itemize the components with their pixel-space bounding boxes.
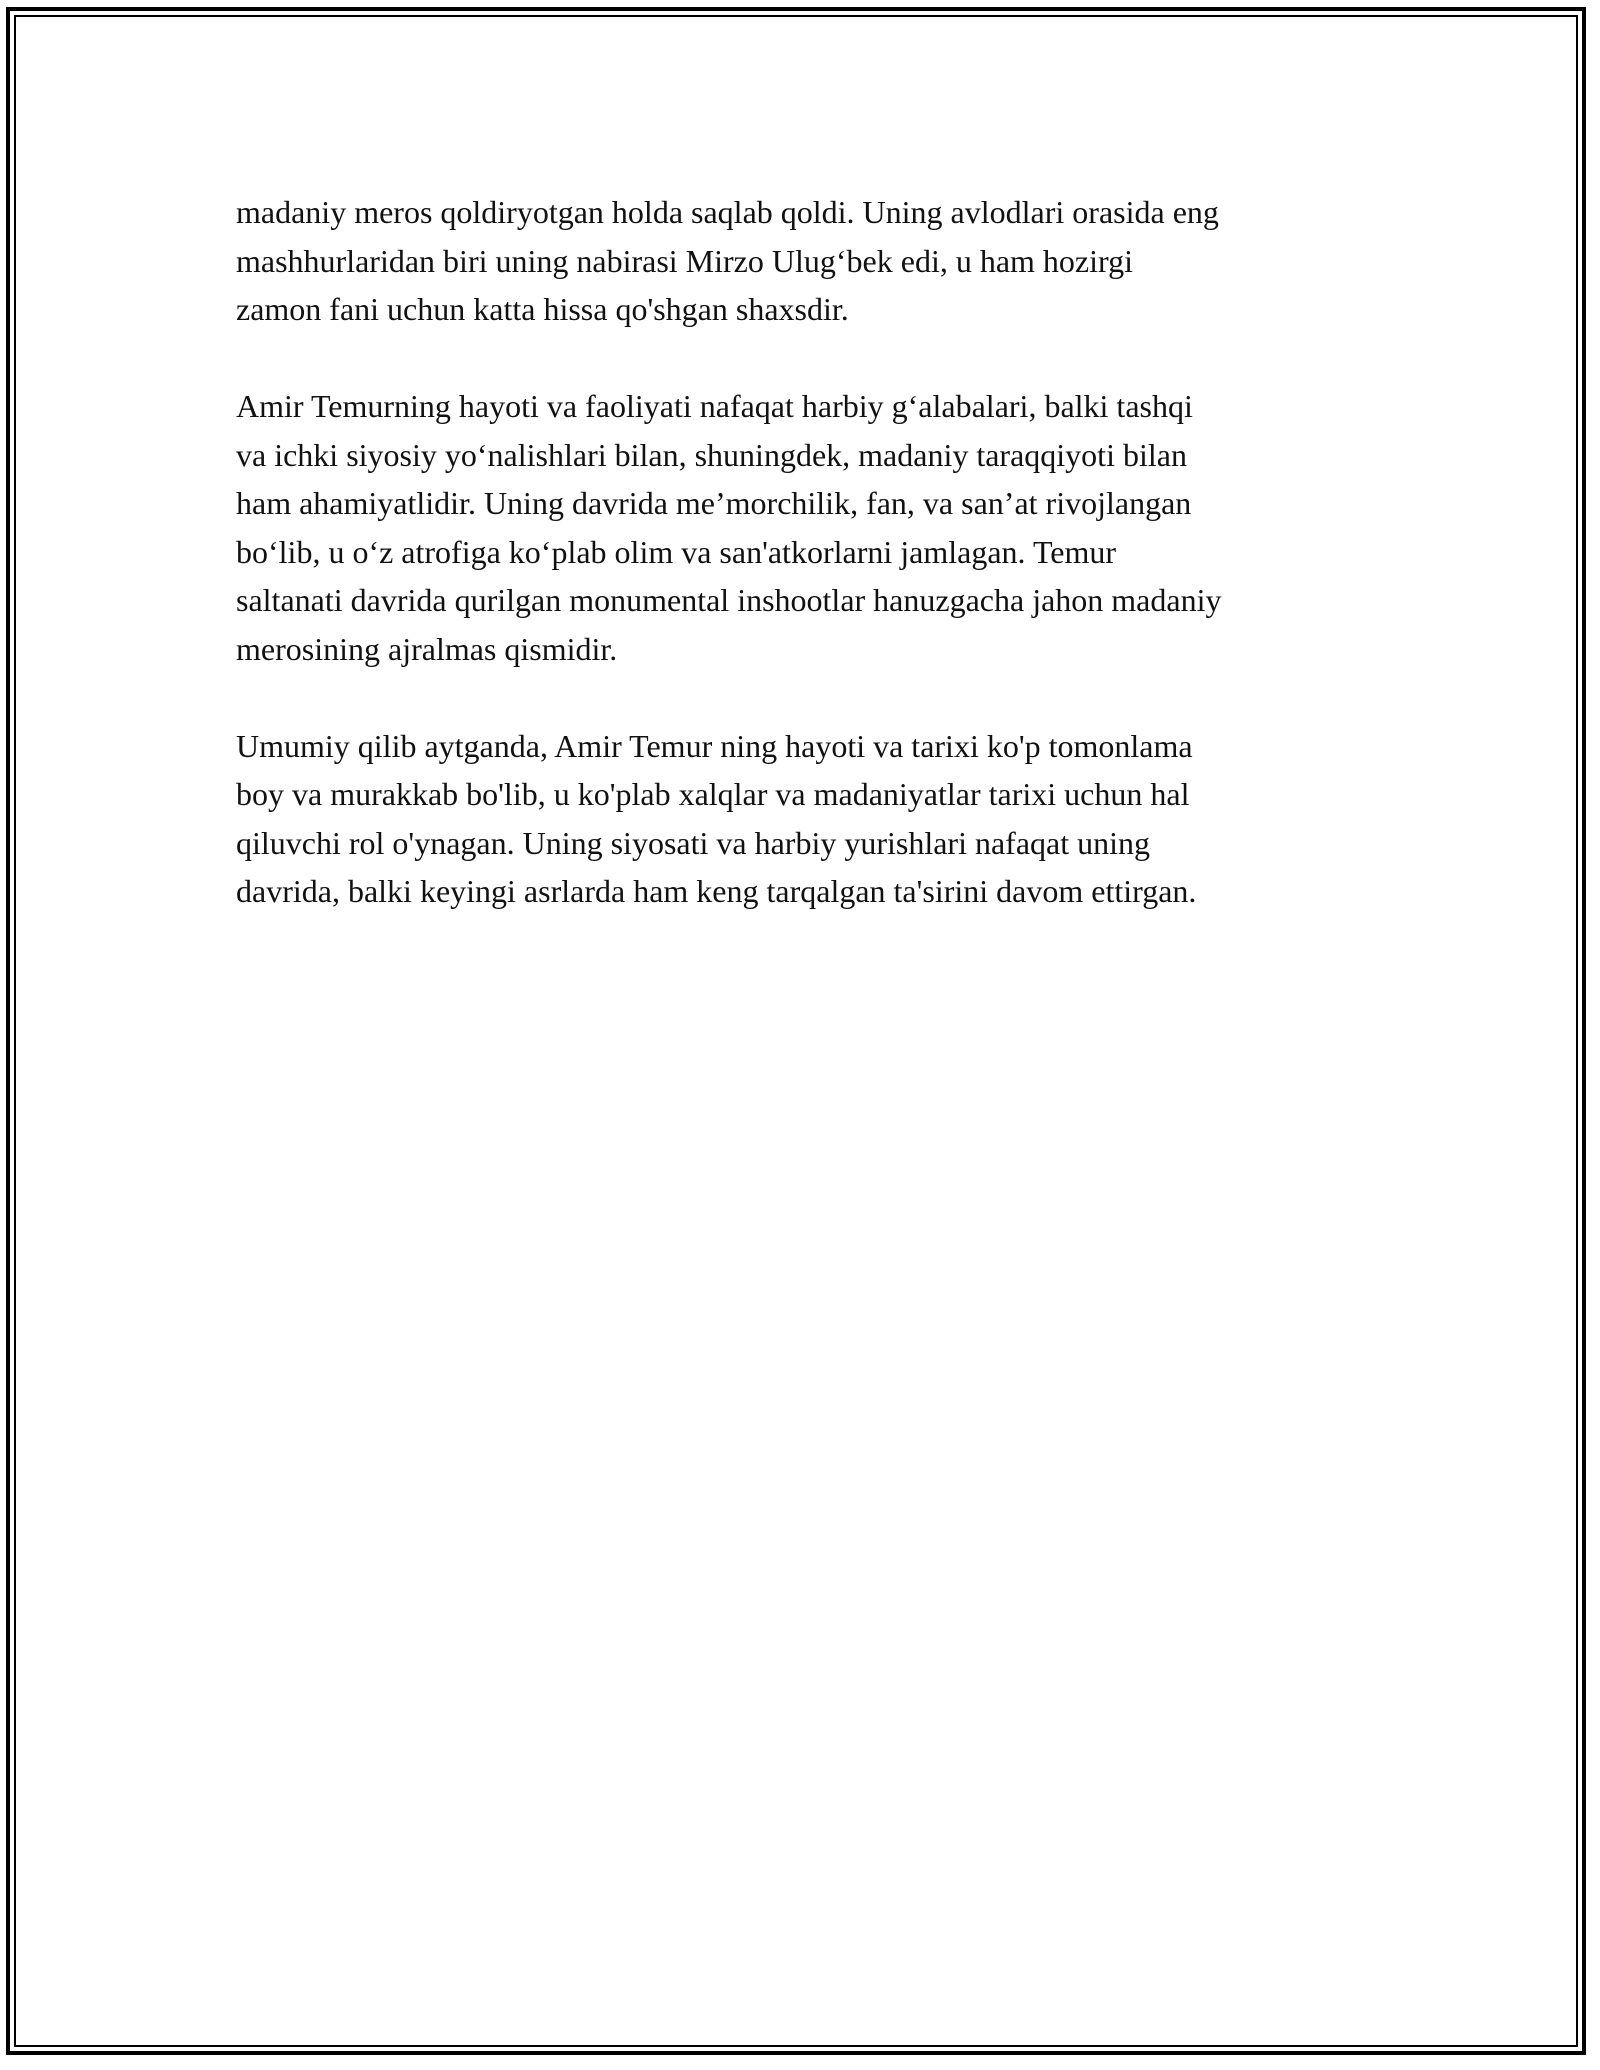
paragraph-2: [236, 382, 1376, 673]
text-line: bo‘lib, u o‘z atrofiga ko‘plab olim va san'atkorlarni jamlagan. Temur: [236, 533, 1116, 570]
text-line: merosining ajralmas qismidir.: [236, 630, 618, 667]
paragraph-1: [236, 188, 1376, 334]
text-line: Amir Temurning hayoti va faoliyati nafaqat harbiy g‘alabalari, balki tashqi: [236, 388, 1193, 424]
text-line: Umumiy qilib aytganda, Amir Temur ning hayoti va tarixi ko'p tomonlama: [236, 727, 1193, 764]
text-line: qiluvchi rol o'ynagan. Uning siyosati va harbiy yurishlari nafaqat uning: [236, 824, 1151, 861]
text-line: ham ahamiyatlidir. Uning davrida me’morchilik, fan, va san’at rivojlangan: [236, 485, 1192, 521]
text-line: zamon fani uchun katta hissa qo'shgan shaxsdir.: [236, 291, 849, 327]
text-line: madaniy meros qoldiryotgan holda saqlab qoldi. Uning avlodlari orasida eng: [236, 194, 1219, 230]
text-line: davrida, balki keyingi asrlarda ham keng tarqalgan ta'sirini davom ettirgan.: [236, 873, 1197, 909]
text-line: boy va murakkab bo'lib, u ko'plab xalqlar va madaniyatlar tarixi uchun hal: [236, 776, 1190, 812]
paragraph-3: [236, 722, 1376, 916]
document-body: [236, 188, 1376, 964]
text-line: va ichki siyosiy yo‘nalishlari bilan, shuningdek, madaniy taraqqiyoti bilan: [236, 436, 1187, 473]
text-line: saltanati davrida qurilgan monumental inshootlar hanuzgacha jahon madaniy: [236, 582, 1222, 618]
text-line: mashhurlaridan biri uning nabirasi Mirzo Ulug‘bek edi, u ham hozirgi: [236, 242, 1133, 279]
